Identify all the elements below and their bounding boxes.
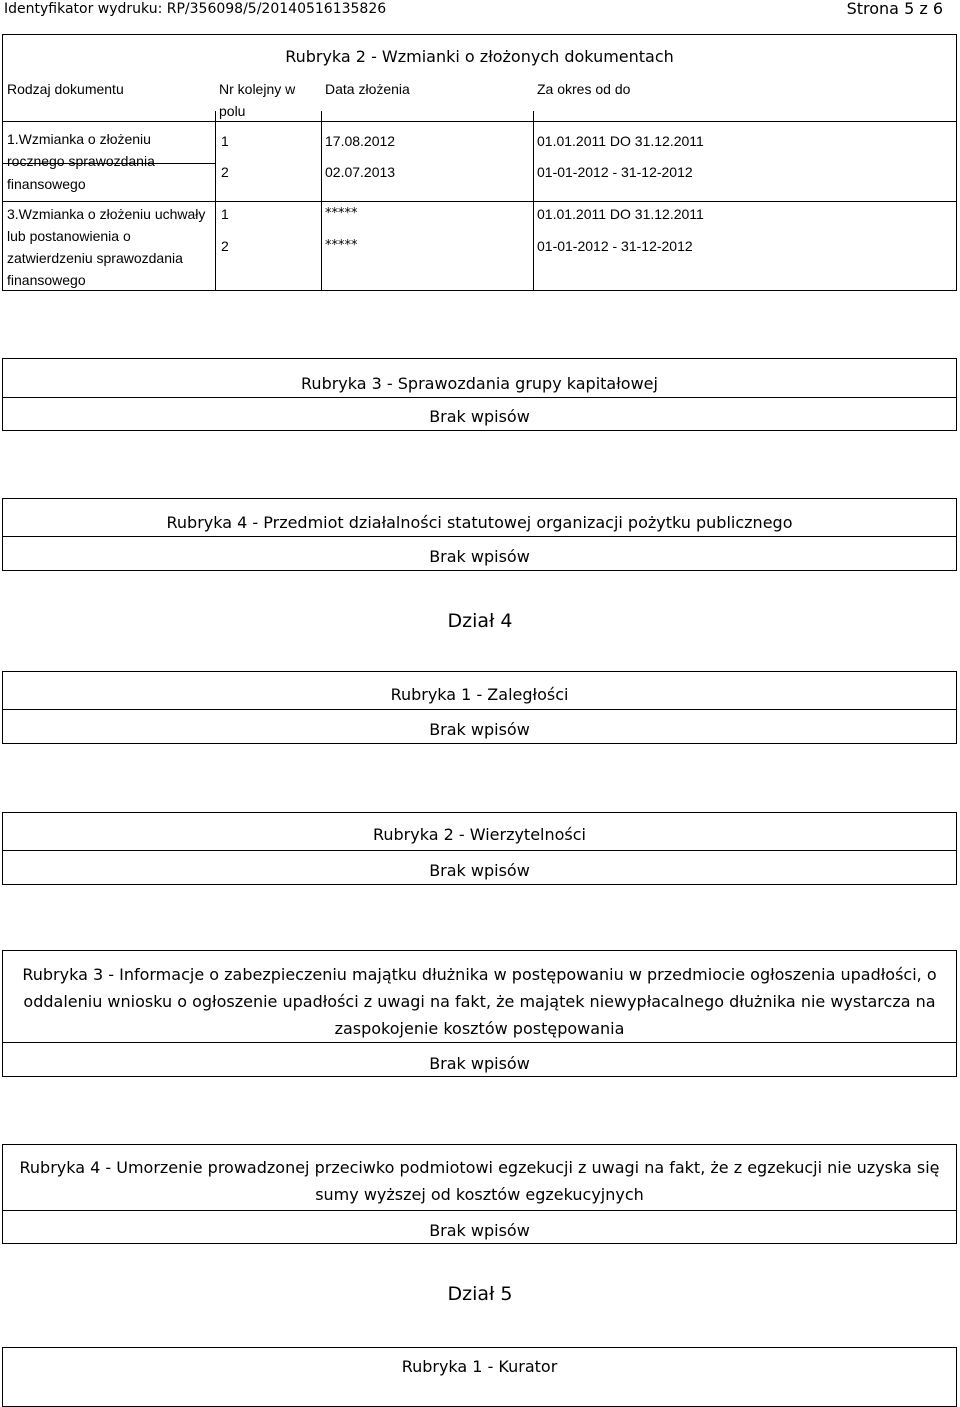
entry-nr: 1 [221,206,229,222]
dzial-4-rubryka-1-box [2,671,957,744]
dzial-4-rubryka-2-box [2,812,957,885]
entry-date: 17.08.2012 [325,133,396,149]
page-number: Strona 5 z 6 [846,0,943,18]
rubryka-4-box [2,498,957,571]
entry-nr: 1 [221,133,229,149]
dzial-5-rubryka-1-box [2,1347,957,1407]
dzial-4-rubryka-3-title: Rubryka 3 - Informacje o zabezpieczeniu majątku dłużnika w postępowaniu w przedmiocie ogłoszenia upadłości, o oddaleniu wniosku o ogłoszenie upadłości z uwagi na fakt, że majątek niewypłacalnego dłużnika nie wystarcza na zaspokojenie kosztów postępowania [22,965,937,1038]
entry-nr: 2 [221,164,229,180]
doc-type-line: finansowego [7,176,86,192]
dzial-4-rubryka-4-title: Rubryka 4 - Umorzenie prowadzonej przeciwko podmiotowi egzekucji z uwagi na fakt, że z egzekucji nie uzyska się sumy wyższej od kosztów egzekucyjnych [19,1158,940,1204]
rubryka-2-table [2,34,957,291]
entry-period: 01.01.2011 DO 31.12.2011 [537,133,704,149]
entry-date: ***** [325,238,358,253]
no-entries-text: Brak wpisów [429,861,530,880]
column-header-date: Data złożenia [325,81,410,97]
doc-type-line: 3.Wzmianka o złożeniu uchwały [7,206,206,222]
no-entries-text: Brak wpisów [429,547,530,566]
no-entries-text: Brak wpisów [429,1054,530,1073]
rubryka-4-title: Rubryka 4 - Przedmiot działalności statutowej organizacji pożytku publicznego [166,513,793,532]
no-entries-text: Brak wpisów [429,407,530,426]
doc-type-line: finansowego [7,272,86,288]
doc-type-line: rocznego sprawozdania [7,153,155,169]
doc-type-line: lub postanowienia o [7,228,131,244]
dzial-4-rubryka-3-box [2,950,957,1077]
dzial-4-rubryka-2-title: Rubryka 2 - Wierzytelności [372,825,586,844]
column-header-nr-text: Nr kolejny w polu [219,81,296,119]
dzial-5-heading: Dział 5 [447,1283,513,1305]
rubryka-3-box [2,358,957,431]
no-entries-text: Brak wpisów [429,720,530,739]
entry-period: 01.01.2011 DO 31.12.2011 [537,206,704,222]
print-identifier: Identyfikator wydruku: RP/356098/5/20140516135826 [4,1,387,17]
dzial-4-rubryka-1-title: Rubryka 1 - Zaległości [390,685,569,704]
doc-type-line: 1.Wzmianka o złożeniu [7,131,151,147]
dzial-4-rubryka-4-box [2,1144,957,1244]
entry-period: 01-01-2012 - 31-12-2012 [537,238,693,254]
rubryka-2-title: Rubryka 2 - Wzmianki o złożonych dokumentach [285,47,674,66]
column-header-period: Za okres od do [537,81,631,97]
column-header-nr [219,78,315,122]
no-entries-text: Brak wpisów [429,1221,530,1240]
rubryka-3-title: Rubryka 3 - Sprawozdania grupy kapitałowej [301,374,658,393]
entry-period: 01-01-2012 - 31-12-2012 [537,164,693,180]
entry-date: ***** [325,206,358,221]
doc-type-line: zatwierdzeniu sprawozdania [7,250,183,266]
dzial-5-rubryka-1-title: Rubryka 1 - Kurator [401,1357,558,1376]
column-header-type: Rodzaj dokumentu [7,81,124,97]
entry-nr: 2 [221,238,229,254]
dzial-4-heading: Dział 4 [447,610,513,632]
entry-date: 02.07.2013 [325,164,396,180]
